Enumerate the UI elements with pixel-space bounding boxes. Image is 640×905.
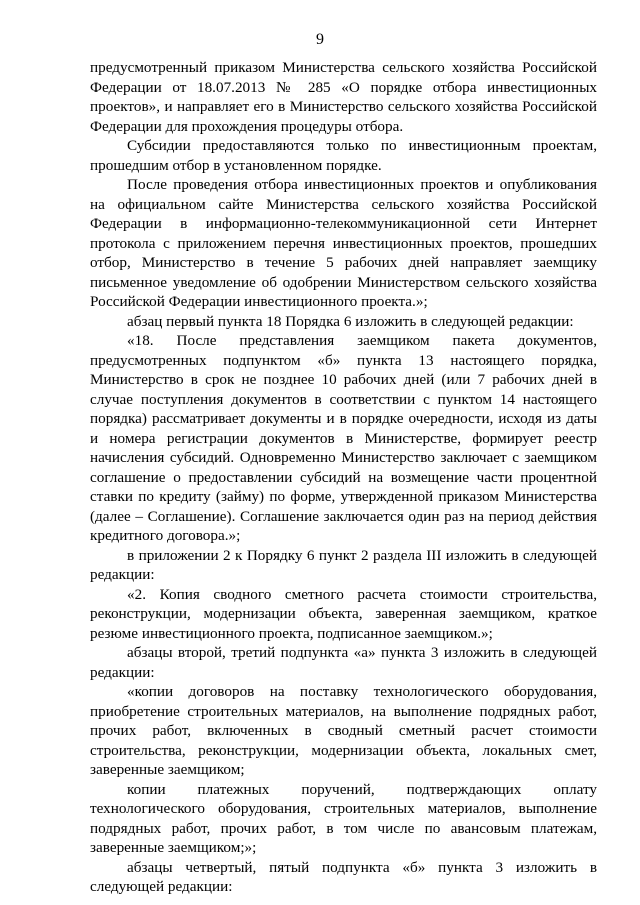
paragraph-contract-copies: «копии договоров на поставку технологического оборудования, приобретение строительных материалов, на выполнение подрядных работ, прочих работ, включенных в сводный сметный расчет стоимости строительства, реконструкции, модернизации объекта, локальных смет, заверенные заемщиком; bbox=[90, 683, 597, 778]
paragraph-point-2-text: «2. Копия сводного сметного расчета стоимости строительства, реконструкции, модернизации объекта, заверенная заемщиком, краткое резюме инвестиционного проекта, подписанное заемщиком.»; bbox=[90, 585, 597, 642]
paragraph-subitem-b: абзацы четвертый, пятый подпункта «б» пункта 3 изложить в следующей редакции: bbox=[90, 858, 597, 895]
paragraph-subsidies-selection: Субсидии предоставляются только по инвестиционным проектам, прошедшим отбор в установленном порядке. bbox=[90, 137, 597, 174]
paragraph-payment-copies: копии платежных поручений, подтверждающих оплату технологического оборудования, строительных материалов, выполнение подрядных работ, прочих работ, в том числе по авансовым платежам, заверенные заемщиком;»; bbox=[90, 780, 597, 856]
page-number: 9 bbox=[316, 31, 324, 48]
paragraph-amend-point-18: абзац первый пункта 18 Порядка 6 изложить в следующей редакции: bbox=[127, 312, 574, 330]
paragraph-after-selection: После проведения отбора инвестиционных проектов и опубликования на официальном сайте Министерства сельского хозяйства Российской Федерации в информационно-телекоммуникационной сети Интернет протокола с приложением перечня инвестиционных проектов, прошедших отбор, Министерство в течение 5 рабочих дней направляет заемщику письменное уведомление об одобрении Министерством сельского хозяйства Российской Федерации инвестиционного проекта.»; bbox=[90, 176, 597, 310]
paragraph-subitem-a: абзацы второй, третий подпункта «а» пункта 3 изложить в следующей редакции: bbox=[90, 644, 597, 681]
paragraph-point-18-text: «18. После представления заемщиком пакета документов, предусмотренных подпунктом «б» пункта 13 настоящего порядка, Министерство в срок не позднее 10 рабочих дней (или 7 рабочих дней в случае поступления документов в соответствии с пунктом 14 настоящего порядка) рассматривает документы и в порядке очередности, исходя из даты и номера регистрации документов в Министерстве, формирует реестр начисления субсидий. Одновременно Министерство заключает с заемщиком соглашение о предоставлении субсидий на возмещение части процентной ставки по кредиту (займу) по форме, утвержденной приказом Министерства (далее – Соглашение). Соглашение заключается один раз на период действия кредитного договора.»; bbox=[90, 332, 597, 544]
paragraph-continuation: предусмотренный приказом Министерства сельского хозяйства Российской Федерации от 18.07.2013 № 285 «О порядке отбора инвестиционных проектов», и направляет его в Министерство сельского хозяйства Российской Федерации для прохождения процедуры отбора. bbox=[90, 59, 597, 135]
paragraph-appendix-2: в приложении 2 к Порядку 6 пункт 2 раздела III изложить в следующей редакции: bbox=[90, 546, 597, 583]
document-body bbox=[90, 58, 597, 897]
